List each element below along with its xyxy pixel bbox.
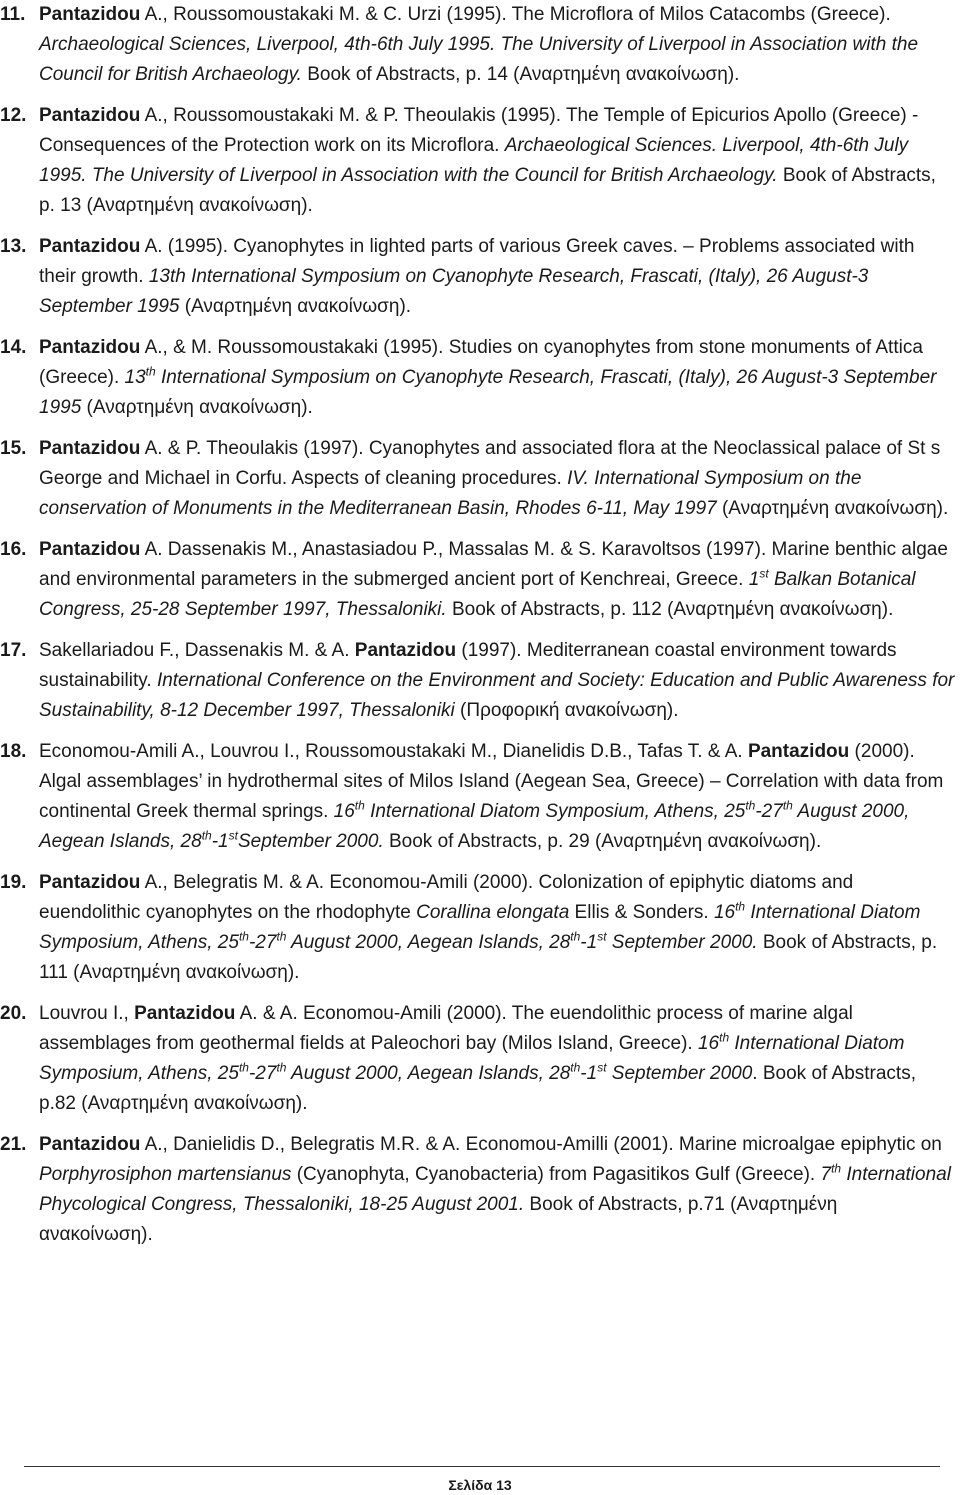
citation-venue-italic: 16 bbox=[697, 1033, 720, 1054]
entry-citation bbox=[39, 1130, 956, 1250]
citation-venue-italic: September 2000. bbox=[606, 932, 758, 953]
entry-number: 21. bbox=[0, 1134, 27, 1155]
citation-text: Louvrou I., bbox=[39, 1003, 135, 1024]
page-number: Σελίδα 13 bbox=[448, 1477, 512, 1493]
citation-venue-italic: 13th International Symposium on Cyanophyte Research, Frascati, (Italy), 26 August-3 September 1995 bbox=[39, 266, 869, 317]
entry-citation bbox=[39, 333, 956, 423]
publication-entry bbox=[0, 535, 960, 625]
entry-number: 11. bbox=[0, 4, 26, 25]
ordinal-superscript: th bbox=[570, 929, 581, 944]
entry-citation bbox=[39, 636, 956, 726]
citation-venue-italic: 7 bbox=[820, 1164, 832, 1185]
publication-entry bbox=[0, 434, 960, 524]
publication-entry bbox=[0, 0, 960, 90]
ordinal-superscript: th bbox=[238, 1060, 249, 1075]
citation-text: Book of Abstracts, p. 29 (Αναρτημένη ανακοίνωση). bbox=[383, 831, 822, 852]
publication-entry bbox=[0, 232, 960, 322]
author-name-highlight: Pantazidou bbox=[354, 640, 457, 661]
citation-venue-italic: International Diatom Symposium, Athens, 25 bbox=[39, 1033, 905, 1084]
citation-venue-italic: -1 bbox=[580, 932, 598, 953]
ordinal-superscript: th bbox=[145, 364, 156, 379]
author-name-highlight: Pantazidou bbox=[39, 337, 141, 358]
ordinal-superscript: th bbox=[719, 1030, 730, 1045]
ordinal-superscript: st bbox=[597, 1060, 607, 1075]
citation-venue-italic: August 2000, Aegean Islands, 28 bbox=[286, 932, 571, 953]
citation-venue-italic: -27 bbox=[248, 932, 277, 953]
author-name-highlight: Pantazidou bbox=[39, 872, 141, 893]
citation-venue-italic: International Conference on the Environment and Society: Education and Public Awareness for Sustainability, 8-12 December 1997, Thessaloniki bbox=[39, 670, 955, 721]
citation-text: (Προφορική ανακοίνωση). bbox=[454, 700, 679, 721]
entry-citation bbox=[39, 535, 956, 625]
ordinal-superscript: th bbox=[354, 798, 365, 813]
citation-text: A. (1995). Cyanophytes in lighted parts of various Greek caves. – Problems associated with their growth. bbox=[39, 236, 915, 287]
publication-entry bbox=[0, 636, 960, 726]
citation-venue-italic: 16 bbox=[713, 902, 736, 923]
entry-number: 16. bbox=[0, 539, 27, 560]
citation-text: A. Dassenakis M., Anastasiadou P., Massalas M. & S. Karavoltsos (1997). Marine benthic algae and environmental parameters in the submerged ancient port of Kenchreai, Greece. bbox=[39, 539, 948, 590]
author-name-highlight: Pantazidou bbox=[747, 741, 850, 762]
citation-text: Book of Abstracts, p. 111 (Αναρτημένη ανακοίνωση). bbox=[39, 932, 938, 983]
entry-number: 19. bbox=[0, 872, 27, 893]
entry-number: 18. bbox=[0, 741, 27, 762]
entry-number: 14. bbox=[0, 337, 27, 358]
citation-text: Book of Abstracts, p. 112 (Αναρτημένη ανακοίνωση). bbox=[446, 599, 894, 620]
citation-venue-italic: -1 bbox=[580, 1063, 598, 1084]
ordinal-superscript: th bbox=[201, 828, 212, 843]
citation-venue-italic: Archaeological Sciences, Liverpool, 4th-6th July 1995. The University of Liverpool in Association with the Council for British Archaeology. bbox=[39, 34, 919, 85]
citation-text: (Αναρτημένη ανακοίνωση). bbox=[81, 397, 313, 418]
entry-citation bbox=[39, 737, 956, 857]
ordinal-superscript: th bbox=[745, 798, 756, 813]
citation-text: Book of Abstracts, p. 13 (Αναρτημένη ανακοίνωση). bbox=[39, 165, 936, 216]
citation-venue-italic: -27 bbox=[248, 1063, 277, 1084]
ordinal-superscript: th bbox=[276, 1060, 287, 1075]
citation-venue-italic: 1 bbox=[748, 569, 760, 590]
citation-text: Book of Abstracts, p. 14 (Αναρτημένη ανακοίνωση). bbox=[301, 64, 740, 85]
citation-venue-italic: International Phycological Congress, Thessaloniki, 18-25 August 2001. bbox=[39, 1164, 951, 1215]
ordinal-superscript: th bbox=[238, 929, 249, 944]
ordinal-superscript: th bbox=[276, 929, 287, 944]
ordinal-superscript: st bbox=[759, 566, 769, 581]
author-name-highlight: Pantazidou bbox=[39, 236, 141, 257]
citation-text: (1997). Mediterranean coastal environment towards sustainability. bbox=[39, 640, 897, 691]
citation-venue-italic: Porphyrosiphon martensianus bbox=[39, 1164, 292, 1185]
citation-venue-italic: 16 bbox=[333, 801, 355, 822]
author-name-highlight: Pantazidou bbox=[134, 1003, 236, 1024]
citation-venue-italic: -1 bbox=[211, 831, 229, 852]
publication-entry bbox=[0, 868, 960, 988]
ordinal-superscript: st bbox=[597, 929, 607, 944]
citation-venue-italic: 13 bbox=[124, 367, 146, 388]
citation-venue-italic: IV. International Symposium on the conservation of Monuments in the Mediterranean Basin, Rhodes 6-11, May 1997 bbox=[39, 468, 862, 519]
citation-venue-italic: International Diatom Symposium, Athens, 25 bbox=[39, 902, 921, 953]
entry-citation bbox=[39, 434, 956, 524]
citation-text: A. & A. Economou-Amili (2000). The euendolithic process of marine algal assemblages from geothermal fields at Paleochori bay (Milos Island, Greece). bbox=[39, 1003, 853, 1054]
citation-text: A., Danielidis D., Belegratis M.R. & A. Economou-Amilli (2001). Marine microalgae epiphytic on bbox=[140, 1134, 942, 1155]
ordinal-superscript: th bbox=[570, 1060, 581, 1075]
citation-text: . Book of Abstracts, p.82 (Αναρτημένη ανακοίνωση). bbox=[39, 1063, 916, 1114]
publication-entry bbox=[0, 737, 960, 857]
author-name-highlight: Pantazidou bbox=[39, 4, 141, 25]
citation-text: A., Roussomoustakaki M. & C. Urzi (1995). The Microflora of Milos Catacombs (Greece). bbox=[140, 4, 891, 25]
citation-text: A., Roussomoustakaki M. & P. Theoulakis (1995). The Temple of Epicurios Apollo (Greece) - Consequences of the Protection work on its Microflora. bbox=[39, 105, 919, 156]
citation-text: Ellis & Sonders. bbox=[569, 902, 714, 923]
citation-text: Book of Abstracts, p.71 (Αναρτημένη ανακοίνωση). bbox=[39, 1194, 838, 1245]
entry-number: 20. bbox=[0, 1003, 27, 1024]
author-name-highlight: Pantazidou bbox=[39, 1134, 141, 1155]
citation-text: Sakellariadou F., Dassenakis M. & A. bbox=[39, 640, 355, 661]
author-name-highlight: Pantazidou bbox=[39, 105, 141, 126]
citation-text: (Cyanophyta, Cyanobacteria) from Pagasitikos Gulf (Greece). bbox=[291, 1164, 821, 1185]
publication-entry bbox=[0, 1130, 960, 1250]
entry-citation bbox=[39, 0, 956, 90]
citation-venue-italic: September 2000. bbox=[237, 831, 384, 852]
author-name-highlight: Pantazidou bbox=[39, 438, 141, 459]
citation-venue-italic: Balkan Botanical Congress, 25-28 September 1997, Thessaloniki. bbox=[39, 569, 916, 620]
entry-number: 17. bbox=[0, 640, 27, 661]
citation-venue-italic: International Diatom Symposium, Athens, 25 bbox=[364, 801, 746, 822]
citation-venue-italic: Corallina elongata bbox=[416, 902, 570, 923]
citation-venue-italic: August 2000, Aegean Islands, 28 bbox=[39, 801, 910, 852]
entry-citation bbox=[39, 868, 956, 988]
citation-venue-italic: August 2000, Aegean Islands, 28 bbox=[286, 1063, 571, 1084]
citation-venue-italic: Archaeological Sciences. Liverpool, 4th-6th July 1995. The University of Liverpool in Association with the Council for British Archaeology. bbox=[39, 135, 909, 186]
publication-entry bbox=[0, 999, 960, 1119]
page-footer bbox=[0, 1452, 960, 1495]
publication-entry bbox=[0, 101, 960, 221]
citation-text: A. & P. Theoulakis (1997). Cyanophytes and associated flora at the Neoclassical palace of St s George and Michael in Corfu. Aspects of cleaning procedures. bbox=[39, 438, 941, 489]
ordinal-superscript: th bbox=[735, 899, 746, 914]
citation-text: (Αναρτημένη ανακοίνωση). bbox=[716, 498, 949, 519]
entry-number: 12. bbox=[0, 105, 27, 126]
entry-citation bbox=[39, 232, 956, 322]
citation-venue-italic: September 2000 bbox=[606, 1063, 753, 1084]
publication-entry bbox=[0, 333, 960, 423]
footer-divider bbox=[24, 1466, 940, 1467]
citation-text: A., & M. Roussomoustakaki (1995). Studies on cyanophytes from stone monuments of Attica (Greece). bbox=[39, 337, 923, 388]
ordinal-superscript: st bbox=[228, 828, 238, 843]
entry-number: 15. bbox=[0, 438, 27, 459]
citation-text: A., Belegratis M. & A. Economou-Amili (2000). Colonization of epiphytic diatoms and euendolithic cyanophytes on the rhodophyte bbox=[39, 872, 854, 923]
citation-venue-italic: International Symposium on Cyanophyte Research, Frascati, (Italy), 26 August-3 September 1995 bbox=[39, 367, 937, 418]
citation-text: (2000). Algal assemblages’ in hydrothermal sites of Milos Island (Aegean Sea, Greece) – Correlation with data from continental Greek thermal springs. bbox=[39, 741, 944, 822]
citation-text: Economou-Amili A., Louvrou I., Roussomoustakaki M., Dianelidis D.B., Tafas T. & A. bbox=[39, 741, 748, 762]
entry-citation bbox=[39, 999, 956, 1119]
citation-venue-italic: -27 bbox=[755, 801, 783, 822]
citation-text: (Αναρτημένη ανακοίνωση). bbox=[179, 296, 412, 317]
entry-number: 13. bbox=[0, 236, 27, 257]
entry-citation bbox=[39, 101, 956, 221]
ordinal-superscript: th bbox=[831, 1161, 842, 1176]
author-name-highlight: Pantazidou bbox=[39, 539, 141, 560]
ordinal-superscript: th bbox=[782, 798, 793, 813]
